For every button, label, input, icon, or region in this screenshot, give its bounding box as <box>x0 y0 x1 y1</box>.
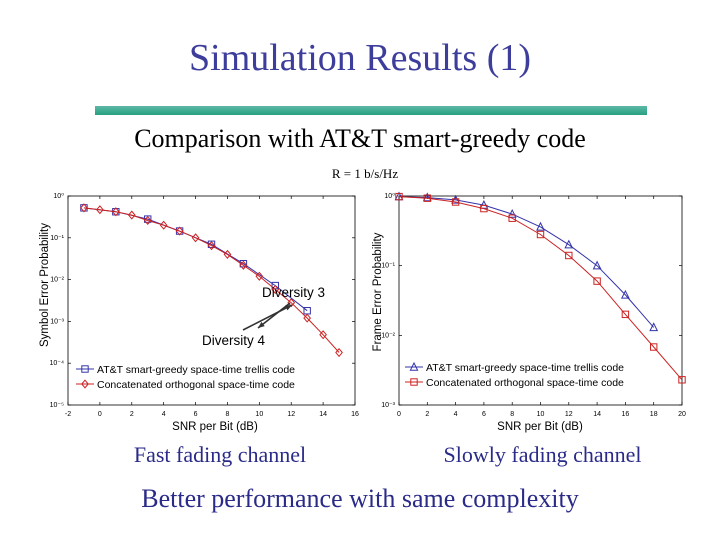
x-tick-label: 2 <box>425 411 430 418</box>
x-tick-label: 16 <box>621 411 630 418</box>
frame-error-chart <box>372 192 686 433</box>
x-tick-label: 4 <box>161 411 166 418</box>
x-axis-label: SNR per Bit (dB) <box>497 421 583 433</box>
annotation-label: Diversity 3 <box>262 285 326 300</box>
y-tick-label: 10⁻⁵ <box>49 402 64 409</box>
y-tick-label: 10⁻³ <box>50 318 64 326</box>
y-tick-label: 10⁻² <box>381 332 395 340</box>
legend-entry: AT&T smart-greedy space-time trellis code <box>426 362 625 374</box>
x-tick-label: 18 <box>649 411 658 418</box>
x-tick-label: 6 <box>193 411 198 418</box>
x-tick-label: 2 <box>129 411 134 418</box>
x-tick-label: 10 <box>536 411 545 418</box>
annotation-label: Diversity 4 <box>202 333 266 348</box>
x-tick-label: 12 <box>287 411 296 418</box>
y-tick-label: 10⁻¹ <box>50 234 64 242</box>
conclusion-text: Better performance with same complexity <box>141 484 579 513</box>
series-line <box>84 208 339 353</box>
y-tick-label: 10⁻³ <box>381 402 395 409</box>
x-tick-label: 6 <box>481 411 486 418</box>
slide-subtitle: Comparison with AT&T smart-greedy code <box>134 124 586 153</box>
y-tick-label: 10⁰ <box>53 193 64 200</box>
y-axis-label: Frame Error Probability <box>372 232 384 352</box>
legend-entry: Concatenated orthogonal space-time code <box>426 377 624 389</box>
x-tick-label: 14 <box>319 411 328 418</box>
x-tick-label: -2 <box>64 411 72 418</box>
x-tick-label: 0 <box>97 411 102 418</box>
symbol-error-chart <box>39 192 359 433</box>
slide-title: Simulation Results (1) <box>189 37 531 79</box>
x-tick-label: 12 <box>564 411 573 418</box>
series-line <box>399 197 682 380</box>
y-tick-label: 10⁰ <box>384 193 395 200</box>
y-tick-label: 10⁻⁴ <box>49 360 64 368</box>
legend-entry: AT&T smart-greedy space-time trellis code <box>97 364 296 376</box>
y-axis-label: Symbol Error Probability <box>39 223 51 347</box>
y-tick-label: 10⁻¹ <box>381 262 395 270</box>
caption-fast-fading: Fast fading channel <box>133 442 307 467</box>
x-tick-label: 10 <box>255 411 264 418</box>
series-line <box>399 197 654 328</box>
y-tick-label: 10⁻² <box>50 276 64 284</box>
legend-entry: Concatenated orthogonal space-time code <box>97 379 295 391</box>
rate-label: R = 1 b/s/Hz <box>331 166 399 181</box>
x-tick-label: 8 <box>510 411 515 418</box>
caption-slow-fading: Slowly fading channel <box>443 442 642 467</box>
x-tick-label: 4 <box>453 411 458 418</box>
x-tick-label: 0 <box>397 411 401 418</box>
annotation-arrow <box>243 305 292 330</box>
x-tick-label: 16 <box>351 411 359 418</box>
x-axis-label: SNR per Bit (dB) <box>172 421 258 433</box>
x-tick-label: 20 <box>678 411 686 418</box>
x-tick-label: 14 <box>593 411 601 418</box>
x-tick-label: 8 <box>225 411 230 418</box>
